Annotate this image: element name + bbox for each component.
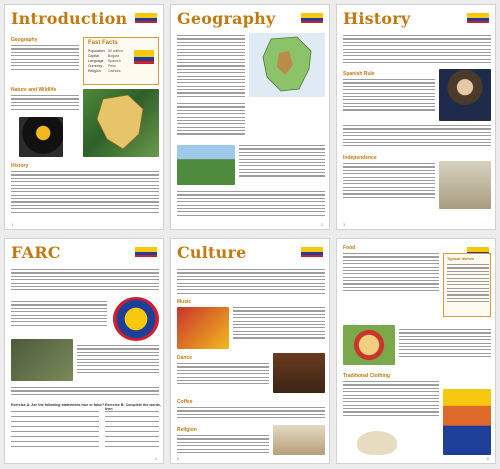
facts-labels: Population Capital Language Currency Religion xyxy=(88,49,105,73)
statue-photo xyxy=(439,161,491,209)
facts-values: 50 million Bogota Spanish Peso Catholic xyxy=(108,49,123,73)
section-heading: Traditional Clothing xyxy=(343,373,390,379)
page-title: FARC xyxy=(11,243,61,262)
section-heading: Dance xyxy=(177,355,193,361)
page-number: 6 xyxy=(486,456,489,461)
page-number: 5 xyxy=(177,456,180,461)
page-culture-1 xyxy=(170,238,330,464)
section-heading: Food xyxy=(343,245,356,251)
page-title: Culture xyxy=(177,243,247,262)
section-heading: Religion xyxy=(177,427,197,433)
page-geography xyxy=(170,4,330,230)
portrait-photo xyxy=(439,69,491,121)
dancers-photo xyxy=(177,307,229,349)
sombrero-photo xyxy=(357,431,397,455)
coffee-photo xyxy=(273,353,325,393)
page-title: History xyxy=(343,9,411,28)
exercise-b-list xyxy=(105,411,159,447)
section-heading: Nature and Wildlife xyxy=(11,87,57,93)
flag-icon xyxy=(135,13,157,23)
section-heading: Independence xyxy=(343,155,377,161)
page-title: Introduction xyxy=(11,9,128,28)
flag-icon xyxy=(135,247,157,257)
toucan-photo xyxy=(19,117,63,157)
flag-icon xyxy=(467,13,489,23)
colombia-map xyxy=(249,33,325,97)
church-photo xyxy=(273,425,325,455)
flag-icon xyxy=(301,247,323,257)
flag-icon xyxy=(301,13,323,23)
exercise-a-list xyxy=(11,411,99,447)
exercise-b-heading: Exercise B: Complete the words, then xyxy=(105,403,161,411)
food-photo xyxy=(343,325,395,365)
page-title: Geography xyxy=(177,9,276,28)
page-history xyxy=(336,4,496,230)
section-heading: History xyxy=(11,163,29,169)
colombia-flag-icon xyxy=(134,50,154,64)
page-number: 2 xyxy=(320,222,323,227)
fast-facts-box: Fast Facts Population Capital Language Currency Religion 50 million Bogota Spanish Peso Catholic xyxy=(83,37,159,85)
map-photo xyxy=(83,89,159,157)
page-farc xyxy=(4,238,164,464)
farc-soldiers-photo xyxy=(11,339,73,381)
exercise-a-heading: Exercise A: Are the following statements true or false? xyxy=(11,403,105,407)
page-introduction xyxy=(4,4,164,230)
page-culture-2 xyxy=(336,238,496,464)
farc-emblem-icon xyxy=(113,297,159,341)
section-heading: Spanish Rule xyxy=(343,71,375,77)
page-number: 1 xyxy=(11,222,14,227)
traditional-dress-photo xyxy=(443,389,491,455)
page-number: 3 xyxy=(343,222,346,227)
section-heading: Music xyxy=(177,299,192,305)
typical-dishes-box: Typical dishes xyxy=(443,253,491,317)
section-heading: Coffee xyxy=(177,399,193,405)
section-heading: Geography xyxy=(11,37,38,43)
landscape-photo xyxy=(177,145,235,185)
page-number: 4 xyxy=(154,456,157,461)
